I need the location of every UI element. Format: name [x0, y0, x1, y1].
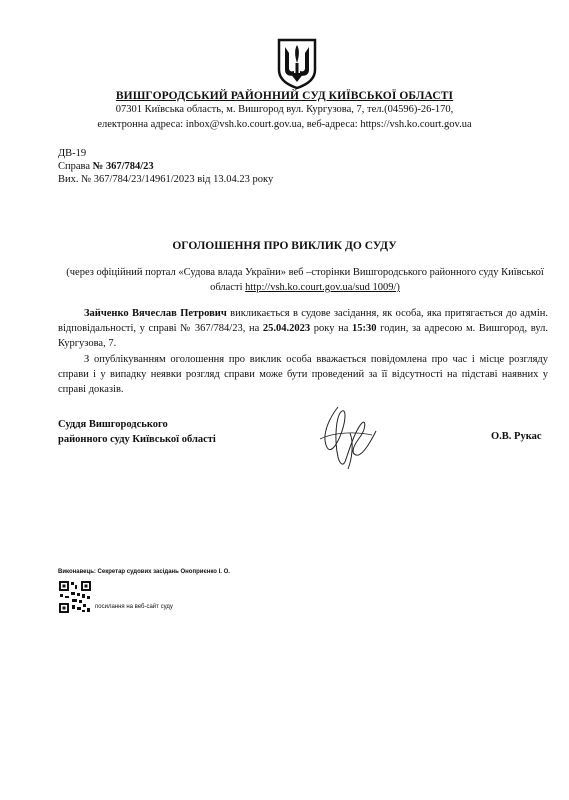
- qr-caption: посилання на веб-сайт суду: [95, 604, 173, 610]
- hearing-time: 15:30: [352, 323, 377, 334]
- case-reference: [58, 161, 154, 172]
- hearing-date: 25.04.2023: [262, 323, 311, 334]
- qr-code-icon[interactable]: [58, 580, 92, 614]
- summons-text-c: годин, за адресою м. Вишгород, вул. Кургузова, 7.: [58, 323, 548, 349]
- portal-note: [60, 265, 550, 295]
- judge-name: О.В. Рукас: [491, 431, 542, 442]
- portal-text: (через офіційний портал «Судова влада України» веб –сторінки Вишгородського районного суду Київської області: [66, 267, 544, 293]
- case-label: Справа: [58, 161, 93, 172]
- executor-note: Виконавець: Секретар судових засідань Оноприєнко І. О.: [58, 569, 230, 575]
- portal-link[interactable]: http://vsh.ko.court.gov.ua/sud 1009/): [245, 282, 400, 293]
- judge-title: [58, 417, 278, 447]
- summons-paragraph: [58, 306, 548, 351]
- court-address: 07301 Київська область, м. Вишгород вул. Кургузова, 7, тел.(04596)-26-170,: [115, 104, 454, 115]
- judge-title-line2: районного суду Київської області: [58, 434, 216, 445]
- outgoing-number: Вих. № 367/784/23/14961/2023 від 13.04.23 року: [58, 174, 274, 185]
- document-code: ДВ-19: [58, 148, 87, 159]
- summons-text-a: викликається в судове засідання, як особа, яка притягається до адмін. відповідальності, у справі № 367/784/23, на: [58, 308, 548, 334]
- judge-signature: [316, 403, 380, 471]
- case-number: № 367/784/23: [92, 161, 154, 172]
- coat-of-arms-icon: [276, 37, 318, 89]
- judge-title-line1: Суддя Вишгородського: [58, 419, 168, 430]
- person-name: Зайченко Вячеслав Петрович: [84, 308, 227, 319]
- court-contacts: електронна адреса: inbox@vsh.ko.court.gov.ua, веб-адреса: https://vsh.ko.court.gov.ua: [97, 119, 472, 130]
- consequences-paragraph: З опублікуванням оголошення про виклик особа вважається повідомлена про час і місце розгляду справи і у випадку неявки розгляд справи може бути проведений за її відсутності на підставі наявних у справі доказів.: [58, 354, 548, 395]
- summons-text-b: року на: [310, 323, 353, 334]
- court-name: ВИШГОРОДСЬКИЙ РАЙОННИЙ СУД КИЇВСЬКОЇ ОБЛАСТІ: [115, 90, 454, 102]
- notice-title: ОГОЛОШЕННЯ ПРО ВИКЛИК ДО СУДУ: [172, 240, 397, 252]
